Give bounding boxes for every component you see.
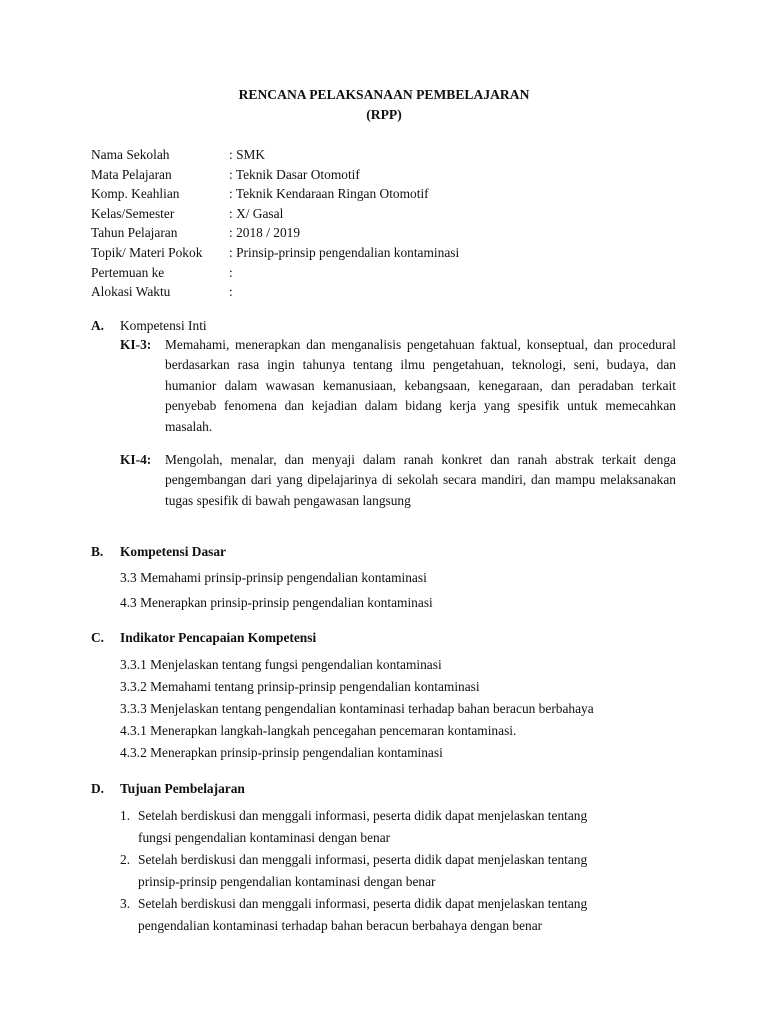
objective-line: prinsip-prinsip pengendalian kontaminasi dengan benar [138,873,436,889]
list-item: 4.3 Menerapkan prinsip-prinsip pengendalian kontaminasi [120,595,433,610]
identity-row [91,223,459,243]
identity-value: : 2018 / 2019 [229,225,301,241]
identity-row [91,184,459,204]
identity-label: Mata Pelajaran [91,166,172,182]
identity-value: : [229,284,233,300]
ki-3-text: Memahami, menerapkan dan menganalisis pengetahuan faktual, konseptual, dan procedural berdasarkan rasa ingin tahunya tentang ilmu pengetahuan, teknologi, seni, budaya, dan humanior dalam wawasan kemanusiaan, kebangsaan, kenegaraan, dan peradaban terkait penyebab fenomena dan kejadian dalam bidang kerja yang spesifik untuk memecahkan masalah. [165,337,676,434]
list-item: 4.3.2 Menerapkan prinsip-prinsip pengendalian kontaminasi [120,745,443,760]
identity-row [91,204,459,224]
objective-line: Setelah berdiskusi dan menggali informasi, peserta didik dapat menjelaskan tentang [138,896,588,911]
identity-value: : Prinsip-prinsip pengendalian kontaminasi [229,244,460,260]
section-b-heading [91,543,226,561]
section-title: Kompetensi Dasar [120,544,227,559]
list-item: 4.3.1 Menerapkan langkah-langkah pencegahan pencemaran kontaminasi. [120,723,517,738]
list-item: 3.3 Memahami prinsip-prinsip pengendalian kontaminasi [120,570,427,585]
objective-item [120,893,680,936]
objective-line: pengendalian kontaminasi terhadap bahan beracun berbahaya dengan benar [138,917,543,933]
ki-4-text: Mengolah, menalar, dan menyaji dalam ranah konkret dan ranah abstrak terkait denga pengembangan dari yang dipelajarinya di sekolah secara mandiri, dan mampu melaksanakan tugas spesifik di bawah pengawasan langsung [165,452,676,508]
identity-row [91,165,459,185]
identity-value: : SMK [229,147,266,162]
identity-label: Kelas/Semester [91,205,175,221]
ki-4-block [120,450,676,511]
objective-number: 1. [120,808,131,823]
identity-row [91,243,459,263]
identity-row [91,263,459,283]
identity-label: Tahun Pelajaran [91,225,178,241]
objective-number: 3. [120,896,131,911]
identity-value: : Teknik Dasar Otomotif [229,166,360,182]
identity-label: Alokasi Waktu [91,284,171,300]
section-title: Tujuan Pembelajaran [120,781,245,796]
section-a-heading [91,317,207,335]
section-letter: C. [91,630,105,645]
section-letter: B. [91,544,104,559]
document-subtitle: (RPP) [366,107,402,122]
identity-value: : [229,264,233,280]
section-d-heading [91,780,245,798]
objective-line: fungsi pengendalian kontaminasi dengan benar [138,829,391,845]
identity-value: : Teknik Kendaraan Ringan Otomotif [229,186,429,202]
identity-row [91,282,459,302]
identity-label: Nama Sekolah [91,147,170,162]
list-item: 3.3.3 Menjelaskan tentang pengendalian kontaminasi terhadap bahan beracun berbahaya [120,701,594,716]
identity-label: Komp. Keahlian [91,186,180,202]
document-title: RENCANA PELAKSANAAN PEMBELAJARAN [238,87,530,102]
section-c-heading [91,629,316,647]
section-letter: D. [91,781,105,796]
section-letter: A. [91,318,105,333]
identity-label: Topik/ Materi Pokok [91,244,203,260]
list-item: 3.3.1 Menjelaskan tentang fungsi pengendalian kontaminasi [120,657,442,672]
ki-4-label: KI-4: [120,452,152,467]
identity-block [91,145,459,302]
ki-3-block [120,335,676,437]
identity-label: Pertemuan ke [91,264,165,280]
objective-number: 2. [120,852,131,867]
list-item: 3.3.2 Memahami tentang prinsip-prinsip pengendalian kontaminasi [120,679,480,694]
section-title: Indikator Pencapaian Kompetensi [120,630,317,645]
section-title: Kompetensi Inti [120,318,207,333]
objective-line: Setelah berdiskusi dan menggali informasi, peserta didik dapat menjelaskan tentang [138,852,588,867]
identity-row [91,145,459,165]
objective-item [120,849,680,892]
identity-value: : X/ Gasal [229,205,284,221]
objective-item [120,805,680,848]
ki-3-label: KI-3: [120,337,152,352]
objective-line: Setelah berdiskusi dan menggali informasi, peserta didik dapat menjelaskan tentang [138,808,588,823]
